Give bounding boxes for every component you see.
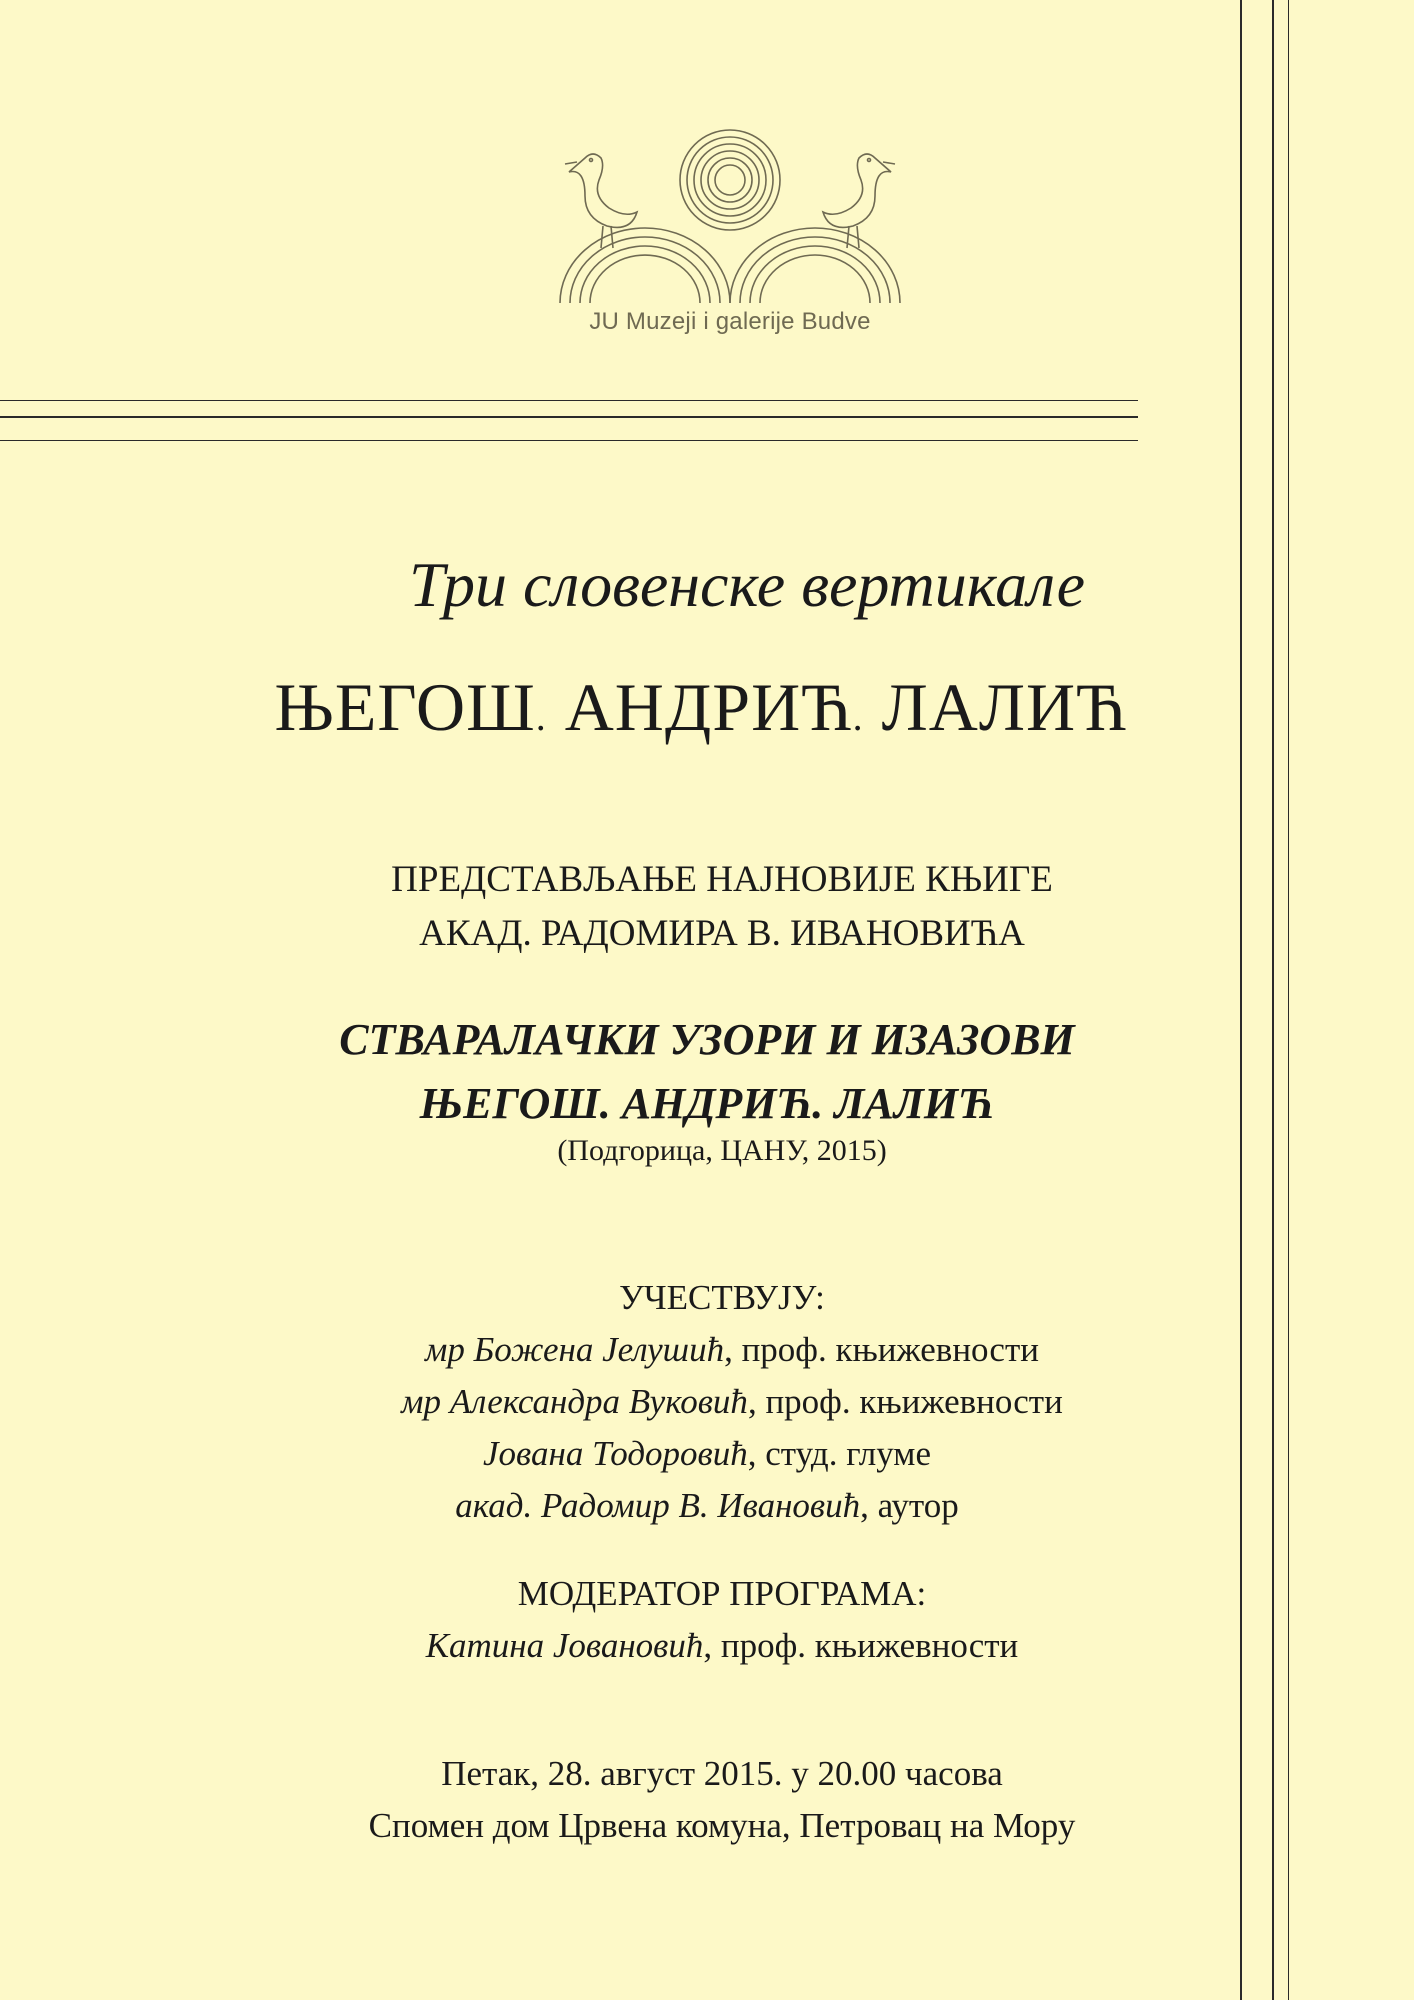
title-name: ЛАЛИЋ [881, 669, 1128, 745]
border-vertical-rule [1272, 0, 1274, 2000]
book-title: СТВАРАЛАЧКИ УЗОРИ И ИЗАЗОВИ [339, 1015, 1075, 1064]
title-separator: . [852, 694, 864, 739]
museum-logo-herons-arches-icon [555, 118, 905, 308]
participant-item [0, 1434, 1414, 1474]
moderator-role: , проф. књижевности [703, 1626, 1019, 1665]
moderator-heading: МОДЕРАТОР ПРОГРАМА: [517, 1574, 927, 1613]
title-name: ЊЕГОШ [274, 669, 536, 745]
participants-heading: УЧЕСТВУЈУ: [619, 1278, 825, 1317]
presentation-line: ПРЕДСТАВЉАЊЕ НАЈНОВИЈЕ КЊИГЕ [391, 859, 1053, 900]
participant-role: , аутор [860, 1486, 959, 1525]
event-venue: Спомен дом Црвена комуна, Петровац на Мору [368, 1806, 1076, 1845]
moderator-name: Катина Јовановић [425, 1626, 704, 1665]
museum-name: JU Muzeji i galerije Budve [589, 308, 871, 335]
main-title [0, 668, 1408, 747]
header-horizontal-rule [0, 416, 1138, 418]
title-separator: . [535, 694, 547, 739]
participant-role: , проф. књижевности [747, 1382, 1063, 1421]
participant-item [25, 1330, 1414, 1370]
moderator-item [15, 1626, 1414, 1666]
event-datetime: Петак, 28. август 2015. у 20.00 часова [441, 1754, 1003, 1793]
book-subtitle: ЊЕГОШ. АНДРИЋ. ЛАЛИЋ [420, 1079, 994, 1128]
header-horizontal-rule [0, 440, 1138, 441]
border-vertical-rule [1288, 0, 1289, 2000]
header-horizontal-rule [0, 400, 1138, 401]
participant-name: мр Божена Јелушић [425, 1330, 725, 1369]
title-name: АНДРИЋ [564, 669, 853, 745]
participant-item [25, 1382, 1414, 1422]
participant-name: Јована Тодоровић [483, 1434, 748, 1473]
participant-role: , проф. књижевности [724, 1330, 1039, 1369]
participant-item [0, 1486, 1414, 1526]
museum-logo [555, 118, 905, 348]
presentation-line: АКАД. РАДОМИРА В. ИВАНОВИЋА [419, 913, 1025, 954]
participant-name: акад. Радомир В. Ивановић [455, 1486, 861, 1525]
participant-role: , студ. глуме [747, 1434, 931, 1473]
publication-info: (Подгорица, ЦАНУ, 2015) [557, 1134, 887, 1167]
participant-name: мр Александра Вуковић [401, 1382, 748, 1421]
script-title: Три словенске вертикале [409, 549, 1085, 620]
border-vertical-rule [1240, 0, 1242, 2000]
